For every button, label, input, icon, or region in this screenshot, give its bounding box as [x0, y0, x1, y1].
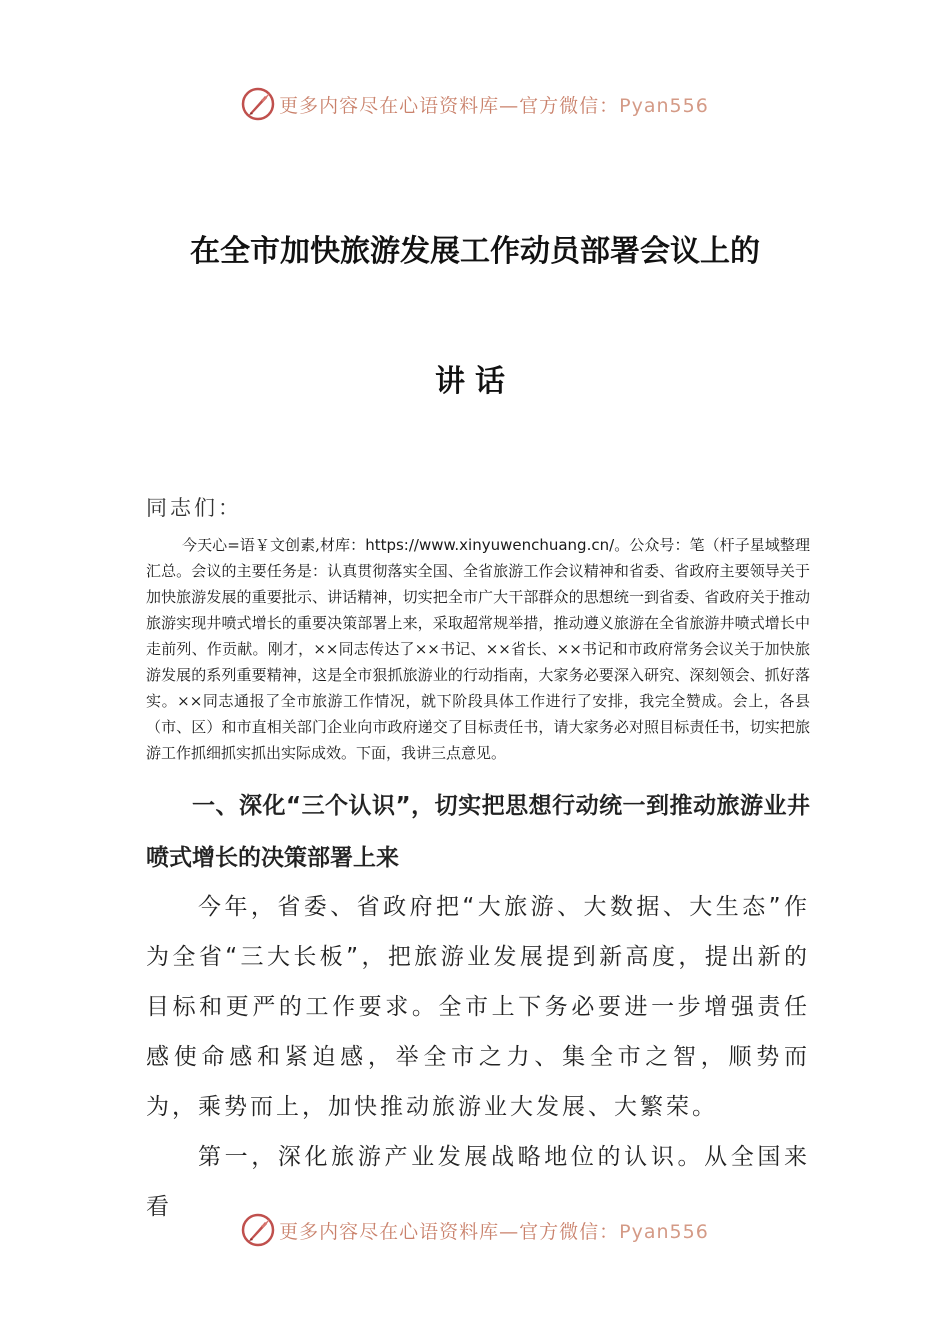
watermark-account: Pyan556: [619, 94, 709, 117]
section1-paragraph-2: 第一，深化旅游产业发展战略地位的认识。从全国来看: [146, 1144, 810, 1220]
page-title-line1: 在全市加快旅游发展工作动员部署会议上的: [190, 234, 760, 269]
watermark-banner-bottom: [0, 1210, 950, 1250]
page-title-line2: 讲话: [435, 364, 515, 399]
intro-before-url: 今天心=语￥文创素,材库：: [182, 536, 366, 554]
watermark-text: 更多内容尽在心语资料库—官方微信：Pyan556: [279, 94, 709, 117]
quill-logo-icon: [241, 87, 275, 121]
watermark-text: 更多内容尽在心语资料库—官方微信：Pyan556: [279, 1220, 709, 1243]
watermark-banner-top: [0, 84, 950, 124]
quill-logo-icon: [241, 1213, 275, 1247]
greeting: 同志们：: [146, 496, 242, 520]
section1-paragraph-1: 今年，省委、省政府把“大旅游、大数据、大生态”作为全省“三大长板”，把旅游业发展提到新高度，提出新的目标和更严的工作要求。全市上下务必要进一步增强责任感使命感和紧迫感，举全市之力、集全市之智，顺势而为，乘势而上，加快推动旅游业大发展、大繁荣。: [146, 894, 810, 1120]
section1-heading: 一、深化“三个认识”，切实把思想行动统一到推动旅游业井喷式增长的决策部署上来: [146, 793, 810, 871]
intro-after-url: 。公众号：笔（杆子星域整理汇总。会议的主要任务是：认真贯彻落实全国、全省旅游工作会议精神和省委、省政府主要领导关于加快旅游发展的重要批示、讲话精神，切实把全市广大干部群众的思想统一到省委、省政府关于推动旅游实现井喷式增长的重要决策部署上来，采取超常规举措，推动遵义旅游在全省旅游井喷式增长中走前列、作贡献。刚才，××同志传达了××书记、××省长、××书记和市政府常务会议关于加快旅游发展的系列重要精神，这是全市狠抓旅游业的行动指南，大家务必要深入研究、深刻领会、抓好落实。××同志通报了全市旅游工作情况，就下阶段具体工作进行了安排，我完全赞成。会上，各县（市、区）和市直相关部门企业向市政府递交了目标责任书，请大家务必对照目标责任书，切实把旅游工作抓细抓实抓出实际成效。下面，我讲三点意见。: [146, 536, 810, 762]
intro-paragraph: [146, 532, 810, 766]
watermark-account: Pyan556: [619, 1220, 709, 1243]
intro-url: https://www.xinyuwenchuang.cn/: [365, 536, 615, 554]
